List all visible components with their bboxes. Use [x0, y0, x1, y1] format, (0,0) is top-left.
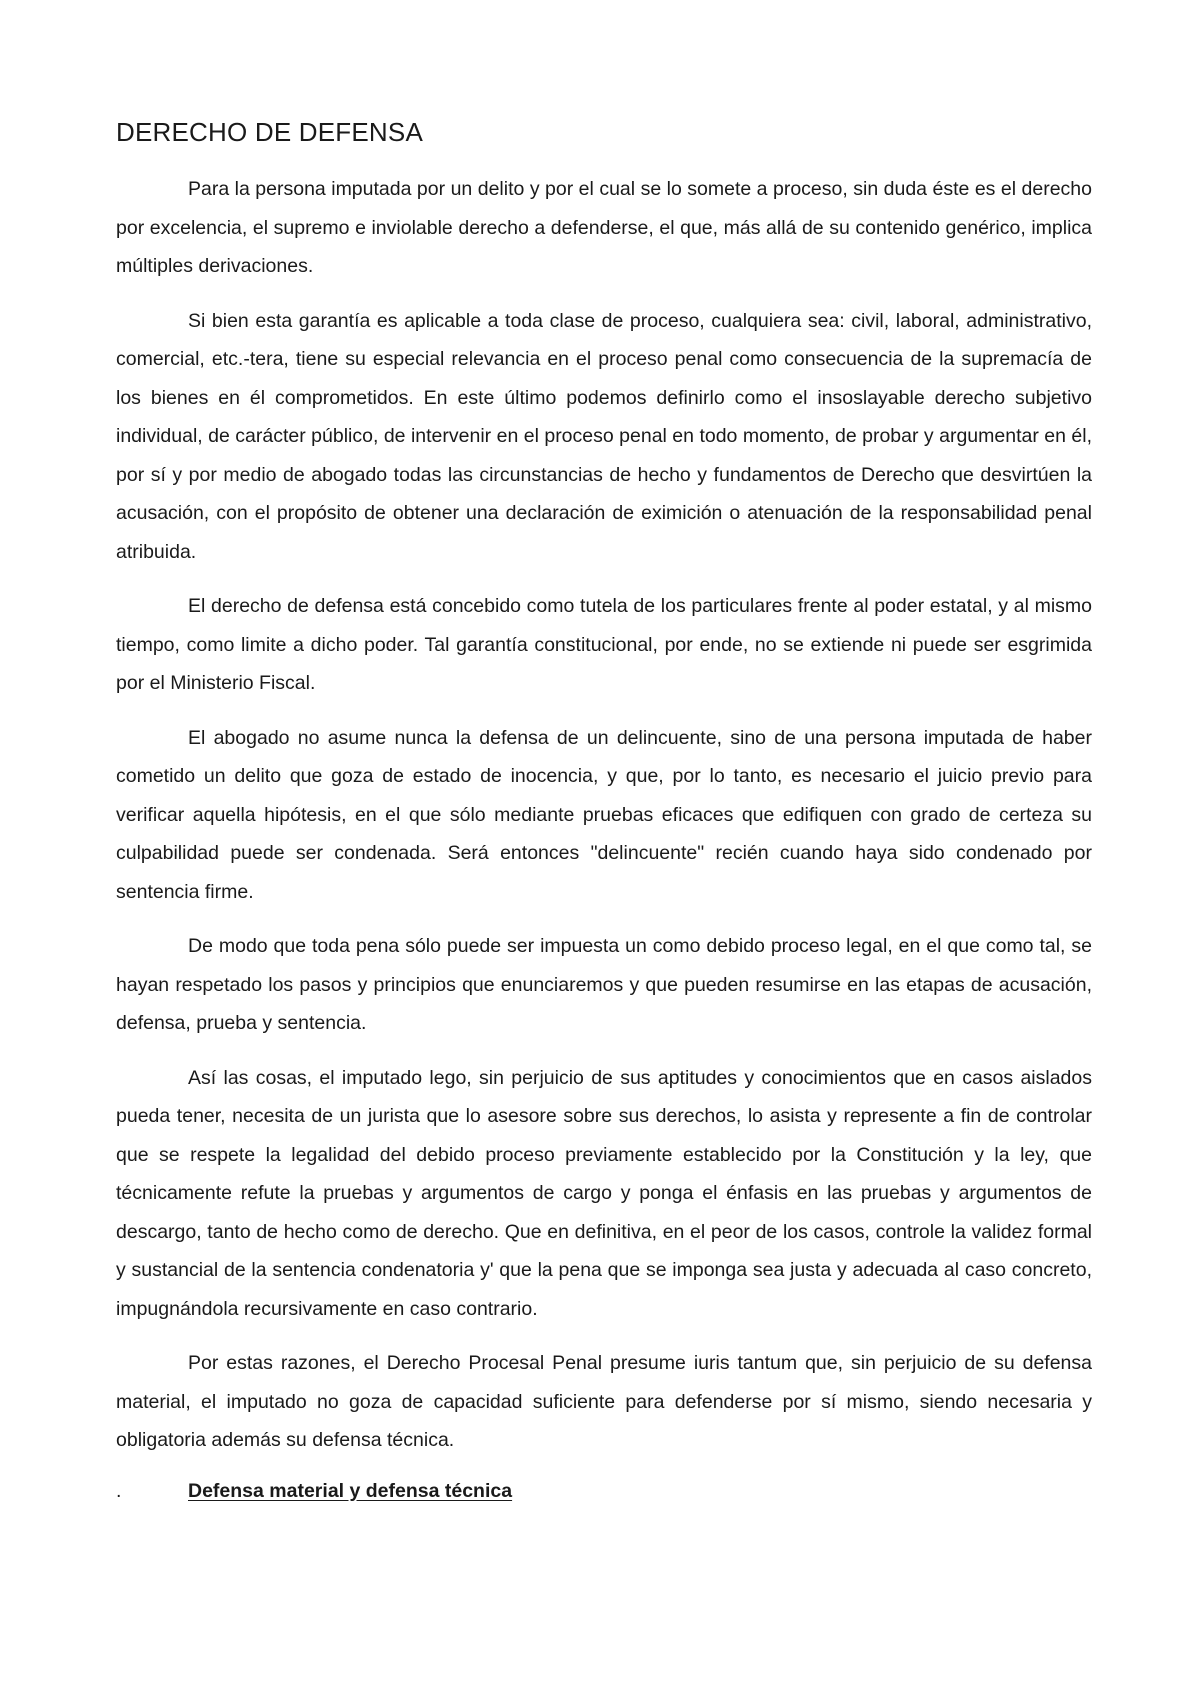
document-body — [116, 112, 1092, 1512]
section-marker: . — [116, 1479, 122, 1502]
page-title: DERECHO DE DEFENSA — [116, 117, 423, 147]
paragraph-7: Por estas razones, el Derecho Procesal Penal presume iuris tantum que, sin perjuicio de su defensa material, el imputado no goza de capacidad suficiente para defenderse por sí mismo, siendo necesaria y obligatoria además su defensa técnica. — [116, 1352, 1092, 1451]
section-heading-text: Defensa material y defensa técnica — [188, 1479, 513, 1502]
paragraph-5: De modo que toda pena sólo puede ser impuesta un como debido proceso legal, en el que como tal, se hayan respetado los pasos y principios que enunciaremos y que pueden resumirse en las etapas de acusación, defensa, prueba y sentencia. — [116, 935, 1092, 1034]
paragraph-4: El abogado no asume nunca la defensa de un delincuente, sino de una persona imputada de haber cometido un delito que goza de estado de inocencia, y que, por lo tanto, es necesario el juicio previo para verificar aquella hipótesis, en el que sólo mediante pruebas eficaces que edifiquen con grado de certeza su culpabilidad puede ser condenada. Será entonces "delincuente" recién cuando haya sido condenado por sentencia firme. — [116, 726, 1092, 903]
paragraph-3: El derecho de defensa está concebido como tutela de los particulares frente al poder estatal, y al mismo tiempo, como limite a dicho poder. Tal garantía constitucional, por ende, no se extiende ni puede ser esgrimida por el Ministerio Fiscal. — [116, 595, 1092, 694]
paragraph-2: Si bien esta garantía es aplicable a toda clase de proceso, cualquiera sea: civil, laboral, administrativo, comercial, etc.-tera, tiene su especial relevancia en el proceso penal como consecuencia de la supremacía de los bienes en él comprometidos. En este último podemos definirlo como el insoslayable derecho subjetivo individual, de carácter público, de intervenir en el proceso penal en todo momento, de probar y argumentar en él, por sí y por medio de abogado todas las circunstancias de hecho y fundamentos de Derecho que desvirtúen la acusación, con el propósito de obtener una declaración de eximición o atenuación de la responsabilidad penal atribuida. — [116, 309, 1092, 563]
paragraph-6: Así las cosas, el imputado lego, sin perjuicio de sus aptitudes y conocimientos que en casos aislados pueda tener, necesita de un jurista que lo asesore sobre sus derechos, lo asista y represente a fin de controlar que se respete la legalidad del debido proceso previamente establecido por la Constitución y la ley, que técnicamente refute la pruebas y argumentos de cargo y ponga el énfasis en las pruebas y argumentos de descargo, tanto de hecho como de derecho. Que en definitiva, en el peor de los casos, controle la validez formal y sustancial de la sentencia condenatoria y' que la pena que se imponga sea justa y adecuada al caso concreto, impugnándola recursivamente en caso contrario. — [116, 1066, 1092, 1320]
section-heading — [116, 1472, 1092, 1512]
paragraph-1: Para la persona imputada por un delito y por el cual se lo somete a proceso, sin duda éste es el derecho por excelencia, el supremo e inviolable derecho a defenderse, el que, más allá de su contenido genérico, implica múltiples derivaciones. — [116, 178, 1092, 277]
